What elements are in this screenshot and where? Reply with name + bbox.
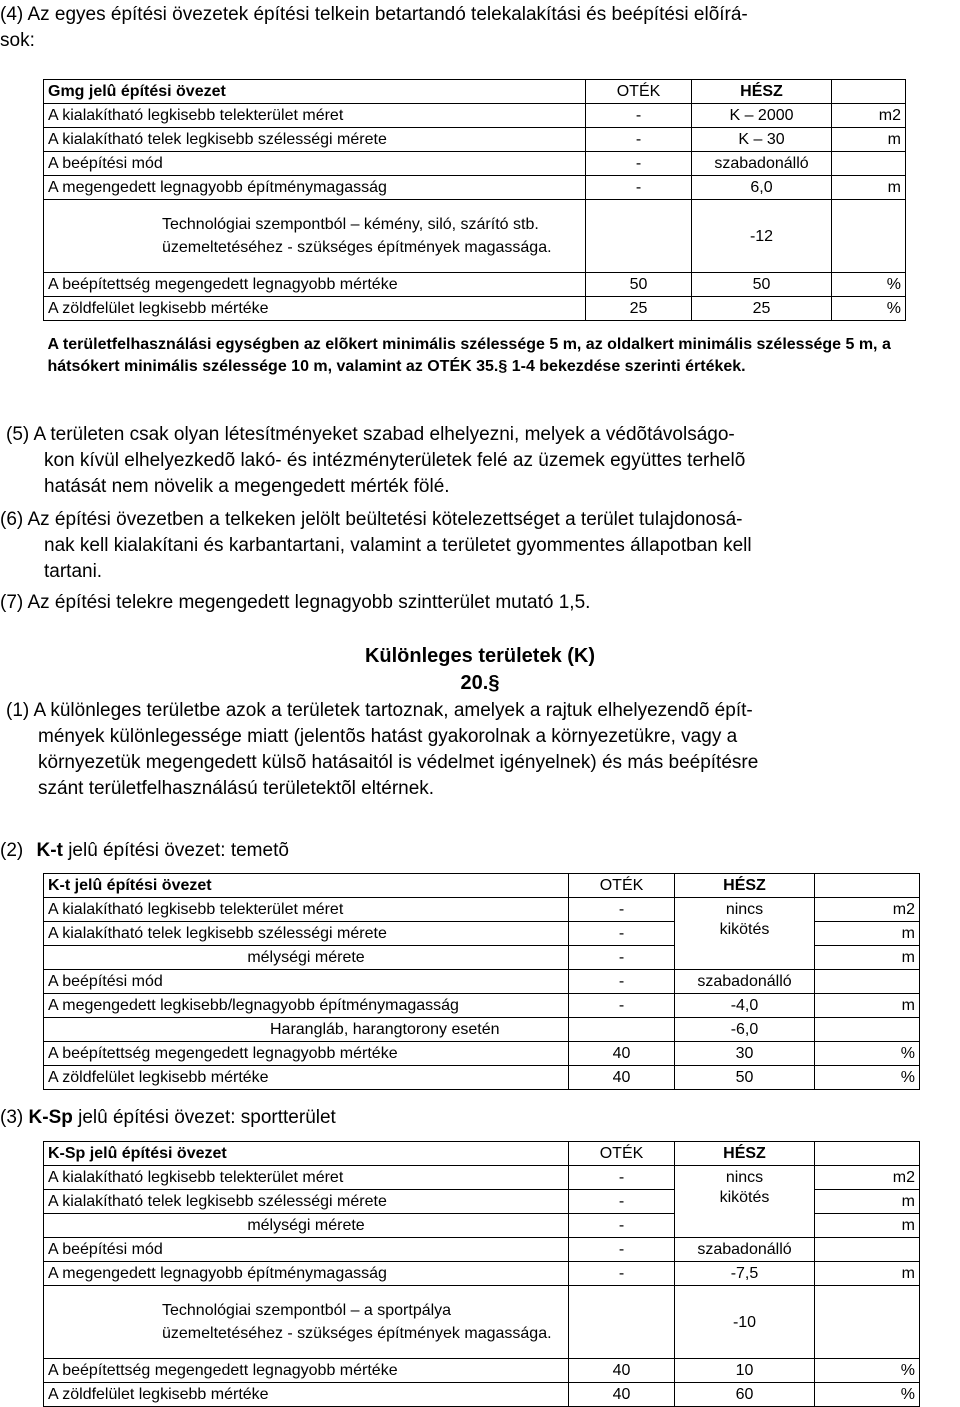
table-row bbox=[44, 970, 920, 994]
kt-heading-code: K-t bbox=[36, 840, 63, 861]
row-hesz: 30 bbox=[675, 1042, 815, 1066]
table-row bbox=[44, 1166, 920, 1190]
kt-heading-num: (2) bbox=[0, 840, 24, 861]
row-unit: % bbox=[815, 1066, 920, 1090]
row-unit bbox=[815, 1238, 920, 1262]
table-header-row bbox=[44, 80, 906, 104]
table-row bbox=[44, 1190, 920, 1214]
row-unit: m2 bbox=[815, 1166, 920, 1190]
row-hesz: -7,5 bbox=[675, 1262, 815, 1286]
ksp-heading bbox=[0, 1105, 336, 1131]
ksp-heading-code: K-Sp bbox=[28, 1107, 73, 1128]
row-otek: - bbox=[569, 970, 675, 994]
table-row bbox=[44, 1066, 920, 1090]
table-row bbox=[44, 128, 906, 152]
table-row bbox=[44, 1238, 920, 1262]
header-zone: K-t jelû építési övezet bbox=[44, 874, 569, 898]
row-hesz: kikötés bbox=[675, 1190, 815, 1214]
header-unit bbox=[815, 874, 920, 898]
paragraph-5 bbox=[6, 422, 960, 500]
row-otek: 50 bbox=[586, 273, 692, 297]
row-otek: - bbox=[569, 1214, 675, 1238]
row-unit: m bbox=[815, 1190, 920, 1214]
row-unit: m bbox=[815, 922, 920, 946]
row-label: A beépítettség megengedett legnagyobb mértéke bbox=[44, 1042, 569, 1066]
table-row bbox=[44, 1018, 920, 1042]
row-hesz: 10 bbox=[675, 1359, 815, 1383]
row-otek: 25 bbox=[586, 297, 692, 321]
table-row bbox=[44, 273, 906, 297]
k1-line: környezetük megengedett külsõ hatásaitól is védelmet igényelnek) és más beépítésre bbox=[38, 752, 759, 773]
table-footnote-row bbox=[44, 321, 906, 391]
header-hesz: HÉSZ bbox=[675, 874, 815, 898]
row-hesz: K – 30 bbox=[692, 128, 832, 152]
row-otek bbox=[569, 1286, 675, 1359]
row-label: A beépítési mód bbox=[44, 152, 586, 176]
paragraph-6 bbox=[0, 507, 960, 585]
p5-line: kon kívül elhelyezkedõ lakó- és intézményterületek felé az üzemek együttes terhelõ bbox=[44, 450, 746, 471]
row-otek: - bbox=[586, 104, 692, 128]
table-row bbox=[44, 994, 920, 1018]
row-label: Harangláb, harangtorony esetén bbox=[44, 1018, 569, 1042]
table-row bbox=[44, 1042, 920, 1066]
table-header-row bbox=[44, 1142, 920, 1166]
row-label: A kialakítható legkisebb telekterület méret bbox=[44, 898, 569, 922]
row-unit bbox=[815, 1286, 920, 1359]
table-row-tech bbox=[44, 1286, 920, 1359]
paragraph-7 bbox=[0, 590, 960, 616]
gmg-zone-table bbox=[43, 79, 906, 390]
intro-line-1: (4) Az egyes építési övezetek építési telkein betartandó telekalakítási és beépítési elõírá- bbox=[0, 4, 748, 25]
header-zone: K-Sp jelû építési övezet bbox=[44, 1142, 569, 1166]
table-row bbox=[44, 946, 920, 970]
table-row-tech bbox=[44, 200, 906, 273]
row-unit bbox=[832, 152, 906, 176]
row-otek: - bbox=[569, 1166, 675, 1190]
row-label: A kialakítható telek legkisebb szélességi mérete bbox=[44, 922, 569, 946]
table-row bbox=[44, 1383, 920, 1407]
row-label: mélységi mérete bbox=[44, 946, 569, 970]
row-otek: - bbox=[569, 922, 675, 946]
section-number: 20.§ bbox=[460, 672, 500, 694]
row-label: A kialakítható telek legkisebb szélességi mérete bbox=[44, 128, 586, 152]
row-unit: m bbox=[815, 1262, 920, 1286]
row-otek: 40 bbox=[569, 1359, 675, 1383]
p7-line: (7) Az építési telekre megengedett legnagyobb szintterület mutató 1,5. bbox=[0, 592, 591, 613]
row-label: mélységi mérete bbox=[44, 1214, 569, 1238]
row-hesz: 6,0 bbox=[692, 176, 832, 200]
row-otek bbox=[569, 1018, 675, 1042]
k1-line: mények különlegessége miatt (jelentõs hatást gyakorolnak a környezetükre, vagy a bbox=[38, 726, 738, 747]
footnote: A területfelhasználási egységben az elõkert minimális szélessége 5 m, az oldalkert minimális szélessége 5 m, a hátsókert minimális szélessége 10 m, valamint az OTÉK 35.§ 1-4 bekezdése szerinti értékek. bbox=[44, 321, 906, 391]
p6-line: nak kell kialakítani és karbantartani, valamint a területet gyommentes állapotban kell bbox=[44, 535, 752, 556]
table-row bbox=[44, 898, 920, 922]
row-otek: - bbox=[569, 1262, 675, 1286]
row-hesz: szabadonálló bbox=[675, 970, 815, 994]
row-unit bbox=[815, 970, 920, 994]
row-unit: % bbox=[832, 273, 906, 297]
table-row bbox=[44, 297, 906, 321]
row-otek: - bbox=[569, 1190, 675, 1214]
row-label: A beépítési mód bbox=[44, 1238, 569, 1262]
header-unit bbox=[832, 80, 906, 104]
header-otek: OTÉK bbox=[569, 1142, 675, 1166]
p6-line: (6) Az építési övezetben a telkeken jelölt beültetési kötelezettséget a terület tulajdonosá- bbox=[0, 509, 743, 530]
row-otek: - bbox=[569, 994, 675, 1018]
row-label: A beépítettség megengedett legnagyobb mértéke bbox=[44, 273, 586, 297]
header-zone: Gmg jelû építési övezet bbox=[44, 80, 586, 104]
table-row bbox=[44, 176, 906, 200]
p5-line: (5) A területen csak olyan létesítményeket szabad elhelyezni, melyek a védõtávolságo- bbox=[6, 424, 735, 445]
table-header-row bbox=[44, 874, 920, 898]
row-hesz: K – 2000 bbox=[692, 104, 832, 128]
row-label: A kialakítható legkisebb telekterület méret bbox=[44, 1166, 569, 1190]
row-hesz: szabadonálló bbox=[675, 1238, 815, 1262]
header-hesz: HÉSZ bbox=[692, 80, 832, 104]
row-label: A zöldfelület legkisebb mértéke bbox=[44, 297, 586, 321]
row-hesz: kikötés bbox=[675, 922, 815, 946]
intro-paragraph bbox=[0, 2, 960, 54]
header-otek: OTÉK bbox=[586, 80, 692, 104]
row-hesz: -6,0 bbox=[675, 1018, 815, 1042]
section-title: Különleges területek (K) bbox=[364, 645, 596, 667]
kt-heading bbox=[0, 838, 289, 864]
row-label: A megengedett legnagyobb építménymagasság bbox=[44, 1262, 569, 1286]
header-unit bbox=[815, 1142, 920, 1166]
row-label: A megengedett legnagyobb építménymagasság bbox=[44, 176, 586, 200]
table-row bbox=[44, 1359, 920, 1383]
tech-note: Technológiai szempontból – kémény, siló, szárító stb. üzemeltetéséhez - szükséges építmények magassága. bbox=[44, 200, 586, 273]
row-unit bbox=[815, 1018, 920, 1042]
row-hesz bbox=[675, 946, 815, 970]
row-otek: 40 bbox=[569, 1042, 675, 1066]
k1-line: (1) A különleges területbe azok a területek tartoznak, amelyek a rajtuk elhelyezendõ épít- bbox=[6, 700, 753, 721]
row-otek: 40 bbox=[569, 1383, 675, 1407]
row-label: A beépítettség megengedett legnagyobb mértéke bbox=[44, 1359, 569, 1383]
row-hesz bbox=[675, 1214, 815, 1238]
row-hesz: 25 bbox=[692, 297, 832, 321]
p5-line: hatását nem növelik a megengedett mérték fölé. bbox=[44, 476, 450, 497]
row-unit: m bbox=[832, 128, 906, 152]
row-hesz: 50 bbox=[675, 1066, 815, 1090]
row-unit: m2 bbox=[832, 104, 906, 128]
table-row bbox=[44, 922, 920, 946]
p6-line: tartani. bbox=[44, 561, 103, 582]
row-unit: m bbox=[815, 946, 920, 970]
row-otek: - bbox=[569, 1238, 675, 1262]
row-hesz: 50 bbox=[692, 273, 832, 297]
row-label: A beépítési mód bbox=[44, 970, 569, 994]
table-row bbox=[44, 1214, 920, 1238]
row-otek: 40 bbox=[569, 1066, 675, 1090]
paragraph-k1 bbox=[6, 698, 960, 802]
row-unit bbox=[832, 200, 906, 273]
row-unit: m bbox=[815, 994, 920, 1018]
row-unit: % bbox=[832, 297, 906, 321]
row-label: A kialakítható legkisebb telekterület méret bbox=[44, 104, 586, 128]
row-hesz: 60 bbox=[675, 1383, 815, 1407]
header-otek: OTÉK bbox=[569, 874, 675, 898]
row-unit: m2 bbox=[815, 898, 920, 922]
k1-line: szánt területfelhasználású területektõl eltérnek. bbox=[38, 778, 435, 799]
ksp-heading-num: (3) bbox=[0, 1107, 24, 1128]
row-unit: % bbox=[815, 1042, 920, 1066]
row-label: A zöldfelület legkisebb mértéke bbox=[44, 1383, 569, 1407]
table-row bbox=[44, 1262, 920, 1286]
row-otek bbox=[586, 200, 692, 273]
row-unit: % bbox=[815, 1359, 920, 1383]
tech-value: -10 bbox=[675, 1286, 815, 1359]
kt-zone-table bbox=[43, 873, 920, 1090]
kt-heading-rest: jelû építési övezet: temetõ bbox=[68, 840, 289, 861]
row-hesz: -4,0 bbox=[675, 994, 815, 1018]
table-row bbox=[44, 104, 906, 128]
row-unit: m bbox=[815, 1214, 920, 1238]
tech-value: -12 bbox=[692, 200, 832, 273]
row-hesz: nincs bbox=[675, 1166, 815, 1190]
tech-note: Technológiai szempontból – a sportpálya üzemeltetéséhez - szükséges építmények magassága. bbox=[44, 1286, 569, 1359]
row-otek: - bbox=[586, 176, 692, 200]
intro-line-2: sok: bbox=[0, 30, 35, 51]
ksp-heading-rest: jelû építési övezet: sportterület bbox=[78, 1107, 336, 1128]
row-otek: - bbox=[586, 152, 692, 176]
row-label: A megengedett legkisebb/legnagyobb építménymagasság bbox=[44, 994, 569, 1018]
row-otek: - bbox=[569, 898, 675, 922]
row-unit: m bbox=[832, 176, 906, 200]
row-hesz: nincs bbox=[675, 898, 815, 922]
row-label: A kialakítható telek legkisebb szélességi mérete bbox=[44, 1190, 569, 1214]
table-row bbox=[44, 152, 906, 176]
ksp-zone-table bbox=[43, 1141, 920, 1407]
header-hesz: HÉSZ bbox=[675, 1142, 815, 1166]
row-otek: - bbox=[569, 946, 675, 970]
row-label: A zöldfelület legkisebb mértéke bbox=[44, 1066, 569, 1090]
row-unit: % bbox=[815, 1383, 920, 1407]
row-hesz: szabadonálló bbox=[692, 152, 832, 176]
row-otek: - bbox=[586, 128, 692, 152]
